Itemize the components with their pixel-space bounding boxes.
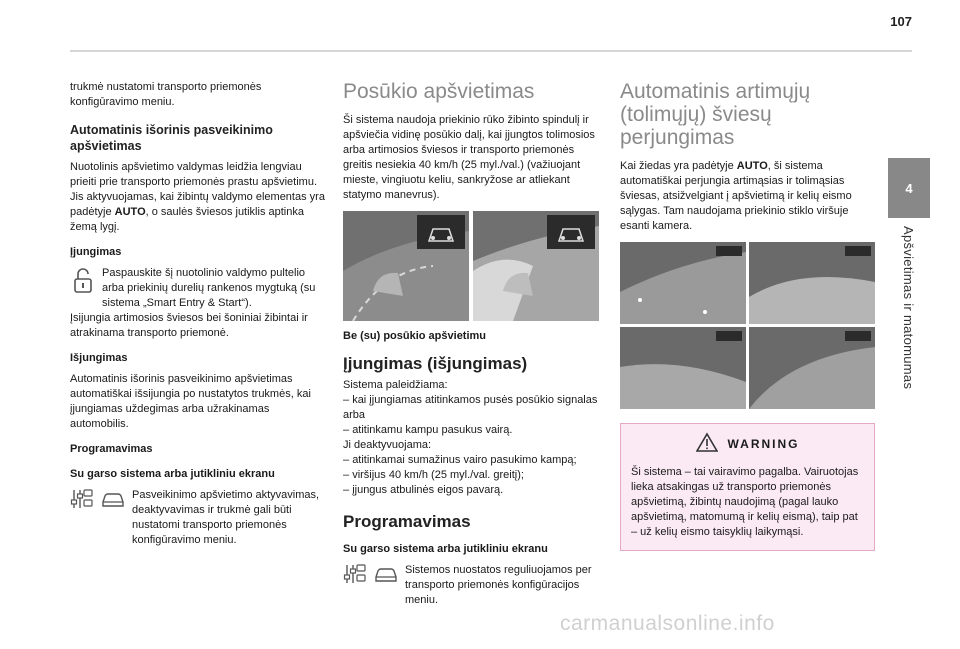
auto-bold: AUTO — [736, 160, 768, 172]
or-text: arba — [343, 409, 366, 421]
warning-triangle-icon — [696, 432, 718, 457]
settings-sliders-icon — [70, 488, 94, 515]
body-text-end: , o saulės šviesos jutiklis aptinka žemą lygį. — [70, 206, 304, 233]
chapter-label-text: Apšvietimas ir matomumas — [901, 226, 916, 390]
unlock-icon — [70, 266, 96, 301]
watermark: carmanualsonline.info — [560, 612, 775, 635]
column-3 — [620, 80, 875, 551]
list-item: – viršijus 40 km/h (25 myl./val. greitį); — [343, 468, 601, 483]
cornering-photos — [343, 211, 601, 321]
high-beam-photo-2 — [749, 242, 875, 324]
deactivation-list — [343, 453, 601, 498]
header-rule — [70, 50, 912, 52]
activation-line: Sistema paleidžiama: — [343, 379, 448, 391]
activation-list-2 — [343, 423, 601, 438]
car-icon — [100, 488, 126, 515]
audio-text: Pasveikinimo apšvietimo aktyvavimas, deaktyvavimas ir trukmė gali būti nustatomi transporto priemonės konfigūravimo meniu. — [132, 489, 320, 546]
high-beam-photos — [620, 242, 875, 409]
chapter-label — [900, 226, 920, 426]
welcome-lighting-text — [70, 160, 330, 235]
cornering-photo-with — [473, 211, 599, 321]
column-2 — [343, 80, 601, 608]
warning-text: Ši sistema – tai vairavimo pagalba. Vairuotojas lieka atsakingas už transporto priemonės apšvietimą, žibintų naudojimą (pagal lauko apšvietimą, matomumą ir kelių eismą), taip pat – už kelių eismo taisyklių laikymąsi. — [631, 466, 859, 538]
list-item: – atitinkamai sumažinus vairo pasukimo kampą; — [343, 453, 601, 468]
activation-text: Paspauskite šį nuotolinio valdymo pultelio arba priekinių durelių rankenos mygtuką (su sistema „Smart Entry & Start“). — [102, 267, 316, 309]
warning-box — [620, 423, 875, 551]
chapter-tab: 4 — [888, 158, 930, 218]
on-off-heading: Įjungimas (išjungimas) — [343, 354, 528, 373]
programming-heading: Programavimas — [70, 443, 153, 455]
audio-row-2 — [343, 563, 601, 608]
body-text-end: , ši sistema automatiškai perjungia artimąsias ir tolimąsias šviesas, atsižvelgiant į apšvietimą ir kelių eismo sąlygas. Tam naudojama priekinio stiklo viršuje esanti kamera. — [620, 160, 852, 232]
deactivation-line: Ji deaktyvuojama: — [343, 439, 432, 451]
programming-heading-2: Programavimas — [343, 512, 471, 531]
warning-title: WARNING — [727, 437, 800, 451]
audio-text-2: Sistemos nuostatos reguliuojamos per transporto priemonės konfigūracijos meniu. — [405, 564, 592, 606]
activation-list — [343, 393, 601, 408]
auto-high-beam-title: Automatinis artimųjų (tolimųjų) šviesų perjungimas — [620, 80, 811, 149]
column-1 — [70, 80, 330, 548]
cornering-photo-without — [343, 211, 469, 321]
car-icon — [373, 563, 399, 590]
activation-text-2: Įsijungia artimosios šviesos bei šoniniai žibintai ir atrakinama transporto priemonė. — [70, 312, 308, 339]
warning-header — [631, 432, 864, 457]
auto-bold: AUTO — [114, 206, 146, 218]
settings-sliders-icon — [343, 563, 367, 590]
cornering-light-text: Ši sistema naudoja priekinio rūko žibinto spindulį ir apšviečia vidinę posūkio dalį, kai įjungtos tolimosios arba artimosios šviesos ir transporto priemonės greitis nesiekia 40 km/h (25 myl./val.) (važiuojant mieste, vingiuotu keliu, sankryžose ar atliekant statymo manevrus). — [343, 114, 595, 201]
intro-text: trukmė nustatomi transporto priemonės konfigūravimo meniu. — [70, 81, 262, 108]
list-item: – atitinkamu kampu pasukus vairą. — [343, 423, 601, 438]
list-item: – įjungus atbulinės eigos pavarą. — [343, 483, 601, 498]
high-beam-photo-4 — [749, 327, 875, 409]
list-item: – kai įjungiamas atitinkamos pusės posūkio signalas — [343, 393, 601, 408]
activation-heading: Įjungimas — [70, 246, 122, 258]
page-number: 107 — [890, 14, 912, 29]
audio-system-heading-2: Su garso sistema arba jutikliniu ekranu — [343, 543, 548, 555]
deactivation-heading: Išjungimas — [70, 352, 128, 364]
auto-high-beam-text — [620, 159, 875, 234]
activation-row — [70, 266, 330, 311]
cornering-light-title: Posūkio apšvietimas — [343, 80, 535, 103]
audio-row — [70, 488, 330, 548]
welcome-lighting-heading: Automatinis išorinis pasveikinimo apšvietimas — [70, 123, 273, 153]
body-text: Nuotolinis apšvietimo valdymas leidžia lengviau prieiti prie transporto priemonės prastu apšvietimu. Jis aktyvuojamas, kai žibintų valdymo elementas yra padėtyje — [70, 161, 325, 218]
high-beam-photo-3 — [620, 327, 746, 409]
photo-caption: Be (su) posūkio apšvietimu — [343, 330, 487, 342]
body-text: Kai žiedas yra padėtyje — [620, 160, 737, 172]
high-beam-photo-1 — [620, 242, 746, 324]
deactivation-text: Automatinis išorinis pasveikinimo apšvietimas automatiškai išsijungia po nustatytos trukmės, kai įjungiamas uždegimas arba užrakinamas automobilis. — [70, 373, 311, 430]
audio-system-heading: Su garso sistema arba jutikliniu ekranu — [70, 468, 275, 480]
